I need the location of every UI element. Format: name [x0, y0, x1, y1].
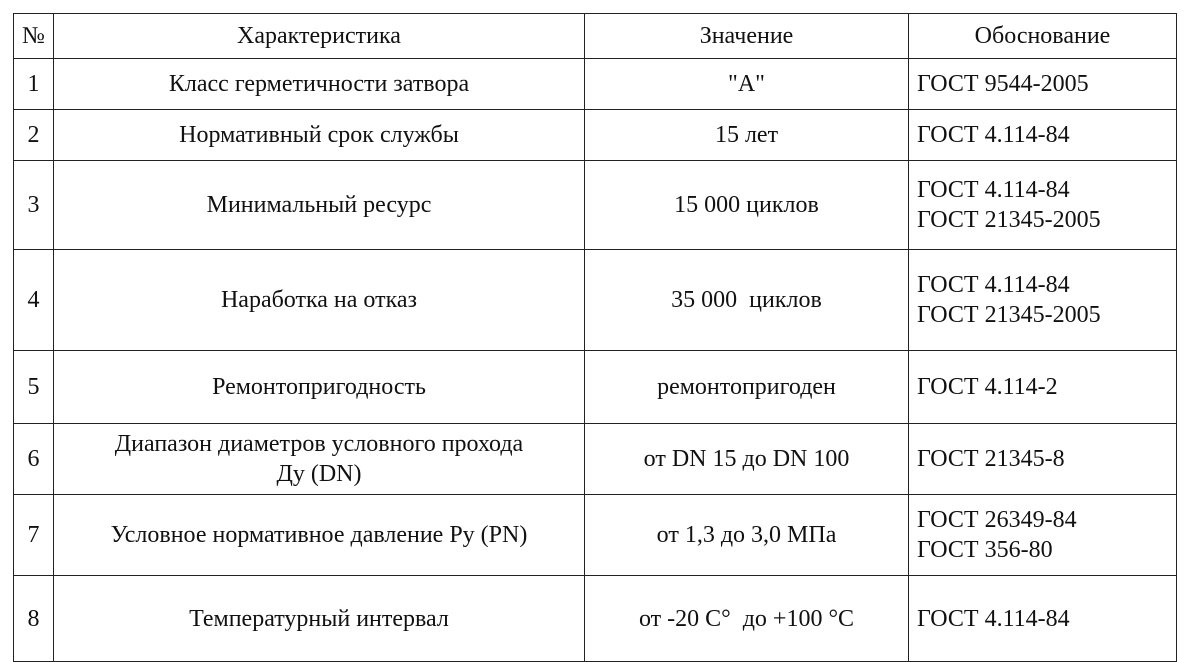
spec-table: [13, 13, 1177, 662]
row-number: 5: [14, 351, 54, 424]
basis-cell: [909, 576, 1177, 662]
basis-cell: [909, 59, 1177, 110]
basis-cell: [909, 110, 1177, 161]
value-cell: ремонтопригоден: [585, 351, 909, 424]
characteristic-cell: [54, 495, 585, 576]
basis-standard: ГОСТ 26349-84: [917, 507, 1077, 533]
characteristic-text: Условное нормативное давление Ру (PN): [110, 522, 528, 548]
basis-standard: ГОСТ 4.114-84: [917, 177, 1070, 203]
basis-cell: [909, 250, 1177, 351]
row-number: 4: [14, 250, 54, 351]
basis-standard: ГОСТ 9544-2005: [917, 71, 1089, 97]
header-characteristic: Характеристика: [54, 14, 585, 59]
table-row: [14, 250, 1177, 351]
value-cell: 15 000 циклов: [585, 161, 909, 250]
table-row: [14, 351, 1177, 424]
table-row: [14, 424, 1177, 495]
characteristic-text: Диапазон диаметров условного прохода: [114, 431, 524, 457]
value-cell: "А": [585, 59, 909, 110]
basis-standard: ГОСТ 21345-2005: [917, 302, 1101, 328]
basis-standard: ГОСТ 4.114-84: [917, 122, 1070, 148]
row-number: 6: [14, 424, 54, 495]
characteristic-cell: [54, 59, 585, 110]
characteristic-cell: [54, 161, 585, 250]
characteristic-text: Ду (DN): [276, 461, 362, 487]
characteristic-text: Температурный интервал: [189, 605, 449, 632]
row-number: 3: [14, 161, 54, 250]
row-number: 1: [14, 59, 54, 110]
table-row: [14, 161, 1177, 250]
value-cell: от -20 С° до +100 °С: [585, 576, 909, 662]
value-cell: 35 000 циклов: [585, 250, 909, 351]
header-row: [14, 14, 1177, 59]
table-row: [14, 495, 1177, 576]
basis-cell: [909, 424, 1177, 495]
row-number: 7: [14, 495, 54, 576]
characteristic-text: Нормативный срок службы: [179, 122, 459, 148]
row-number: 8: [14, 576, 54, 662]
header-number: №: [14, 14, 54, 59]
basis-standard: ГОСТ 21345-8: [917, 446, 1065, 472]
characteristic-cell: [54, 250, 585, 351]
value-cell: от 1,3 до 3,0 МПа: [585, 495, 909, 576]
table-row: [14, 110, 1177, 161]
characteristic-cell: [54, 110, 585, 161]
basis-cell: [909, 495, 1177, 576]
basis-standard: ГОСТ 4.114-84: [917, 605, 1070, 632]
basis-standard: ГОСТ 4.114-84: [917, 272, 1070, 298]
characteristic-text: Наработка на отказ: [220, 287, 418, 313]
value-cell: от DN 15 до DN 100: [585, 424, 909, 495]
basis-cell: [909, 351, 1177, 424]
row-number: 2: [14, 110, 54, 161]
characteristic-text: Минимальный ресурс: [206, 192, 432, 218]
characteristic-text: Ремонтопригодность: [212, 374, 426, 400]
basis-standard: ГОСТ 21345-2005: [917, 207, 1101, 233]
basis-standard: ГОСТ 356-80: [917, 537, 1053, 563]
characteristic-cell: [54, 576, 585, 662]
table-row: [14, 59, 1177, 110]
basis-cell: [909, 161, 1177, 250]
characteristic-cell: [54, 424, 585, 495]
basis-standard: ГОСТ 4.114-2: [917, 374, 1058, 400]
header-basis: Обоснование: [909, 14, 1177, 59]
characteristic-text: Класс герметичности затвора: [168, 71, 470, 97]
characteristic-cell: [54, 351, 585, 424]
table-row: [14, 576, 1177, 662]
header-value: Значение: [585, 14, 909, 59]
value-cell: 15 лет: [585, 110, 909, 161]
